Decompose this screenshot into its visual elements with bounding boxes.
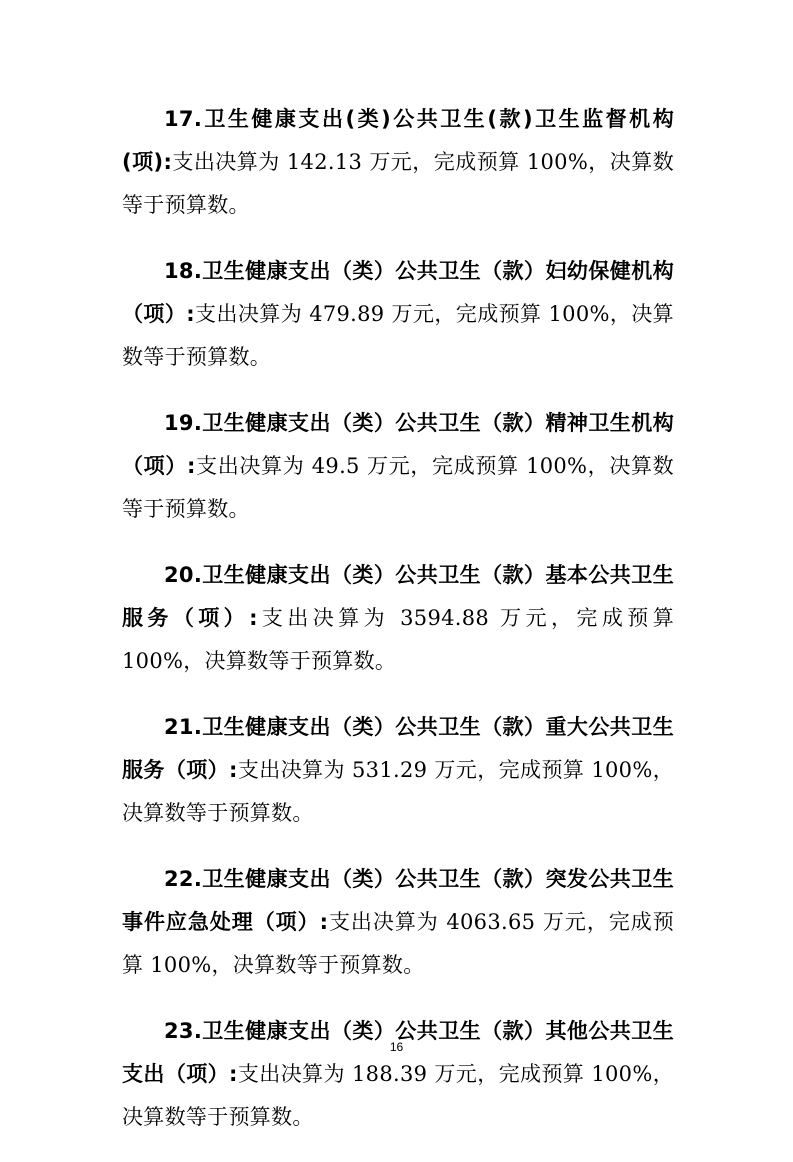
paragraph-text: 支出决算为 4063.65 万元，完成预算 100%，决算数等于预算数。 xyxy=(122,910,674,977)
paragraph-item-19 xyxy=(122,402,674,531)
paragraph-item-22 xyxy=(122,858,674,987)
paragraph-heading: 18.卫生健康支出（类）公共卫生（款）妇幼保健机构（项）: xyxy=(122,259,674,326)
paragraph-item-18 xyxy=(122,250,674,379)
paragraph-text: 支出决算为 479.89 万元，完成预算 100%，决算数等于预算数。 xyxy=(122,302,674,369)
paragraph-text: 支出决算为 3594.88 万元，完成预算 100%，决算数等于预算数。 xyxy=(122,606,674,673)
paragraph-item-23 xyxy=(122,1010,674,1139)
paragraph-heading: 21.卫生健康支出（类）公共卫生（款）重大公共卫生服务（项）: xyxy=(122,715,674,782)
paragraph-item-21 xyxy=(122,706,674,835)
paragraph-text: 支出决算为 49.5 万元，完成预算 100%，决算数等于预算数。 xyxy=(122,454,674,521)
page-number: 16 xyxy=(389,1040,404,1054)
paragraph-text: 支出决算为 142.13 万元，完成预算 100%，决算数等于预算数。 xyxy=(122,150,674,217)
paragraph-heading: 17.卫生健康支出(类)公共卫生(款)卫生监督机构(项): xyxy=(122,107,674,174)
paragraph-heading: 22.卫生健康支出（类）公共卫生（款）突发公共卫生事件应急处理（项）: xyxy=(122,867,674,934)
paragraph-heading: 19.卫生健康支出（类）公共卫生（款）精神卫生机构（项）: xyxy=(122,411,674,478)
paragraph-heading: 23.卫生健康支出（类）公共卫生（款）其他公共卫生支出（项）: xyxy=(122,1019,674,1086)
paragraph-text: 支出决算为 531.29 万元，完成预算 100%，决算数等于预算数。 xyxy=(122,758,675,825)
paragraph-item-20 xyxy=(122,554,674,683)
paragraph-item-17 xyxy=(122,98,674,227)
paragraph-heading: 20.卫生健康支出（类）公共卫生（款）基本公共卫生服务（项）: xyxy=(122,563,674,630)
document-body xyxy=(122,98,674,1162)
paragraph-text: 支出决算为 188.39 万元，完成预算 100%，决算数等于预算数。 xyxy=(122,1062,675,1129)
